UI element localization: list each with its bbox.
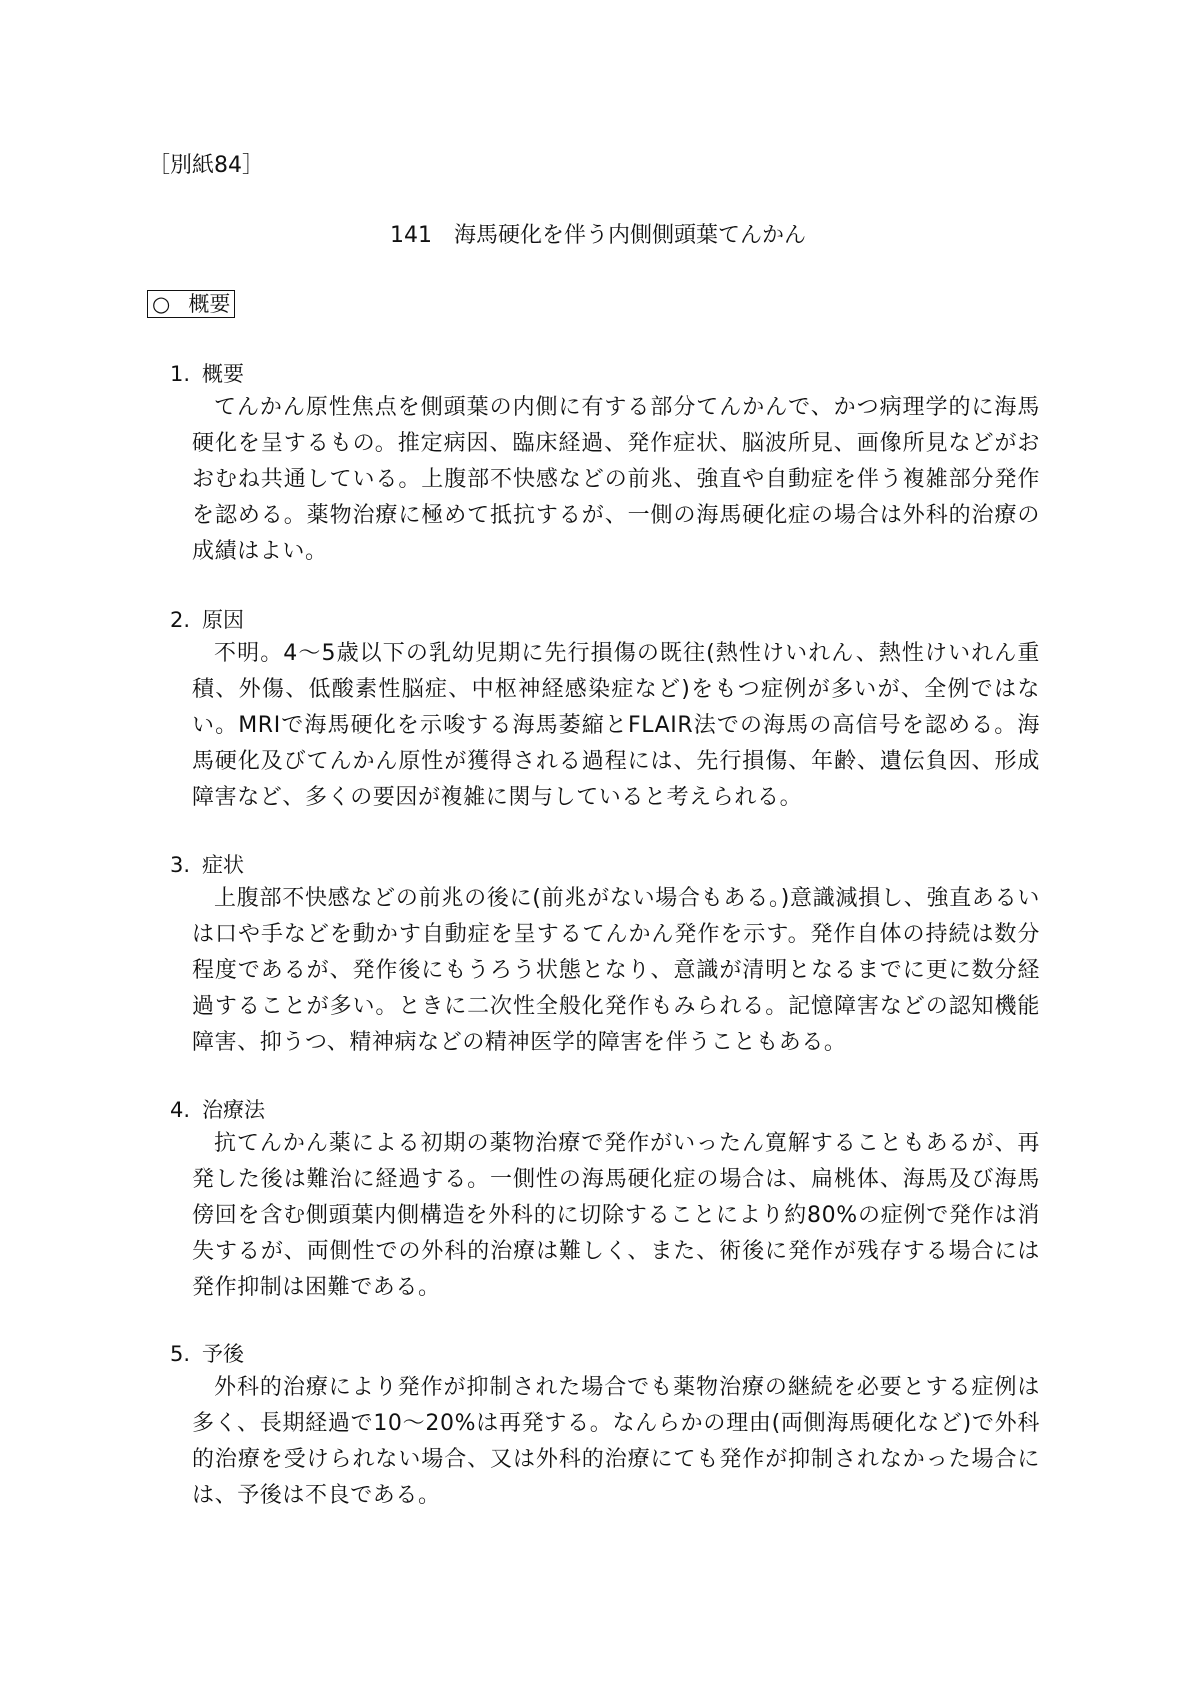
section-symptoms <box>170 849 1040 1061</box>
section-heading <box>170 604 1040 636</box>
section-title: 予後 <box>202 1342 244 1366</box>
section-prognosis <box>170 1338 1040 1514</box>
section-number: 3. <box>170 853 191 877</box>
section-body: 上腹部不快感などの前兆の後に(前兆がない場合もある。)意識減損し、強直あるいは口や手などを動かす自動症を呈するてんかん発作を示す。発作自体の持続は数分程度であるが、発作後にもうろう状態となり、意識が清明となるまでに更に数分経過することが多い。ときに二次性全般化発作もみられる。記憶障害などの認知機能障害、抑うつ、精神病などの精神医学的障害を伴うこともある。 <box>192 886 1040 1055</box>
section-title: 概要 <box>202 362 244 386</box>
section-body: 不明。4〜5歳以下の乳幼児期に先行損傷の既往(熱性けいれん、熱性けいれん重積、外傷、低酸素性脳症、中枢神経感染症など)をもつ症例が多いが、全例ではない。MRIで海馬硬化を示唆する海馬萎縮とFLAIR法での海馬の高信号を認める。海馬硬化及びてんかん原性が獲得される過程には、先行損傷、年齢、遺伝負因、形成障害など、多くの要因が複雑に関与していると考えられる。 <box>192 641 1040 810</box>
section-heading <box>170 358 1040 390</box>
circle-icon: ○ <box>152 292 171 316</box>
section-body: てんかん原性焦点を側頭葉の内側に有する部分てんかんで、かつ病理学的に海馬硬化を呈するもの。推定病因、臨床経過、発作症状、脳波所見、画像所見などがおおむね共通している。上腹部不快感などの前兆、強直や自動症を伴う複雑部分発作を認める。薬物治療に極めて抵抗するが、一側の海馬硬化症の場合は外科的治療の成績はよい。 <box>192 395 1040 564</box>
section-heading <box>170 1338 1040 1370</box>
section-number: 1. <box>170 362 191 386</box>
section-number: 2. <box>170 608 191 632</box>
overview-box-label: 概要 <box>188 292 231 316</box>
section-body: 外科的治療により発作が抑制された場合でも薬物治療の継続を必要とする症例は多く、長期経過で10〜20%は再発する。なんらかの理由(両側海馬硬化など)で外科的治療を受けられない場合、又は外科的治療にても発作が抑制されなかった場合には、予後は不良である。 <box>192 1375 1040 1508</box>
section-body: 抗てんかん薬による初期の薬物治療で発作がいったん寛解することもあるが、再発した後は難治に経過する。一側性の海馬硬化症の場合は、扁桃体、海馬及び海馬傍回を含む側頭葉内側構造を外科的に切除することにより約80%の症例で発作は消失するが、両側性での外科的治療は難しく、また、術後に発作が残存する場合には発作抑制は困難である。 <box>192 1131 1040 1300</box>
title-number: 141 <box>390 223 432 248</box>
attachment-label: ［別紙84］ <box>148 153 264 178</box>
section-cause <box>170 604 1040 816</box>
section-number: 4. <box>170 1098 191 1122</box>
section-heading <box>170 1094 1040 1126</box>
section-title: 症状 <box>202 853 244 877</box>
title-text: 海馬硬化を伴う内側側頭葉てんかん <box>454 223 807 248</box>
overview-box <box>147 290 235 318</box>
section-overview <box>170 358 1040 570</box>
document-title <box>390 220 806 252</box>
section-title: 原因 <box>202 608 244 632</box>
section-treatment <box>170 1094 1040 1306</box>
section-number: 5. <box>170 1342 191 1366</box>
section-heading <box>170 849 1040 881</box>
section-title: 治療法 <box>202 1098 265 1122</box>
